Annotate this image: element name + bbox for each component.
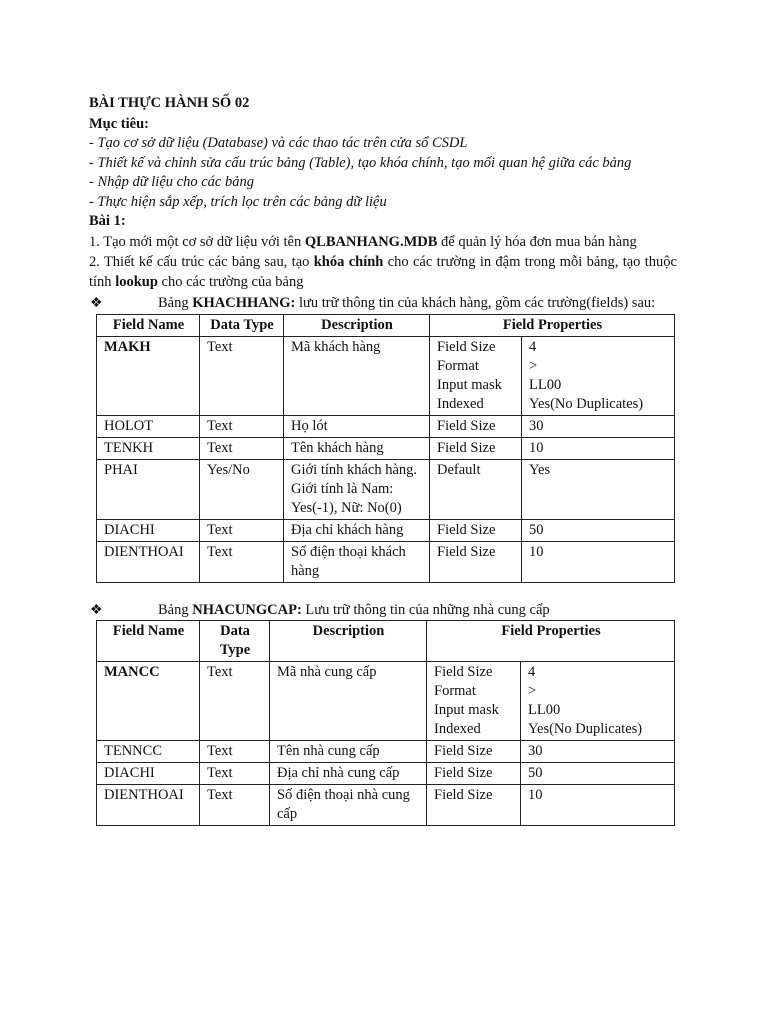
property-name-cell: Default (430, 459, 522, 519)
description-cell: Số điện thoại khách hàng (284, 541, 430, 582)
property-name-cell: Field Size (430, 541, 522, 582)
data-type-cell: Text (200, 336, 284, 415)
field-name-cell: DIENTHOAI (97, 785, 200, 826)
table-row (97, 763, 675, 785)
data-type-cell: Text (200, 741, 270, 763)
property-value-cell: 4 > LL00 Yes(No Duplicates) (521, 662, 675, 741)
description-cell: Địa chỉ nhà cung cấp (270, 763, 427, 785)
table-row (97, 459, 675, 519)
field-name-cell: MANCC (97, 662, 200, 741)
header-field-properties: Field Properties (430, 314, 675, 336)
table-row (97, 336, 675, 415)
table-row (97, 415, 675, 437)
property-name-cell: Field Size (430, 519, 522, 541)
field-name-cell: DIACHI (97, 763, 200, 785)
property-name-cell: Field Size (430, 437, 522, 459)
table2-intro: ❖ Bảng NHACUNGCAP: Lưu trữ thông tin của những nhà cung cấp (89, 601, 677, 621)
property-value-cell: 30 (521, 741, 675, 763)
description-cell: Tên nhà cung cấp (270, 741, 427, 763)
table-row (97, 437, 675, 459)
objective-item: - Tạo cơ sở dữ liệu (Database) và các thao tác trên cửa sổ CSDL (89, 135, 468, 151)
description-cell: Mã khách hàng (284, 336, 430, 415)
property-value-cell: 10 (522, 541, 675, 582)
field-name-cell: DIACHI (97, 519, 200, 541)
field-name-cell: TENNCC (97, 741, 200, 763)
description-cell: Số điện thoại nhà cung cấp (270, 785, 427, 826)
property-name-cell: Field Size (427, 785, 521, 826)
step-2: 2. Thiết kế cấu trúc các bảng sau, tạo khóa chính cho các trường in đậm trong mỗi bảng, tạo thuộc tính lookup cho các trường của bảng (89, 254, 677, 290)
header-description: Description (270, 621, 427, 662)
objective-item: - Nhập dữ liệu cho các bảng (89, 174, 254, 190)
data-type-cell: Text (200, 437, 284, 459)
description-cell: Giới tính khách hàng. Giới tính là Nam: Yes(-1), Nữ: No(0) (284, 459, 430, 519)
khachhang-table (96, 314, 675, 583)
diamond-bullet-icon: ❖ (90, 602, 103, 618)
objective-item: - Thiết kế và chỉnh sửa cấu trúc bảng (Table), tạo khóa chính, tạo mối quan hệ giữa các bảng (89, 154, 632, 171)
property-name-cell: Field Size (430, 415, 522, 437)
property-value-cell: 50 (522, 519, 675, 541)
header-field-properties: Field Properties (427, 621, 675, 662)
property-name-cell: Field Size (427, 763, 521, 785)
header-field-name: Field Name (97, 314, 200, 336)
field-name-cell: HOLOT (97, 415, 200, 437)
property-value-cell: 10 (521, 785, 675, 826)
objective-item: - Thực hiện sắp xếp, trích lọc trên các bảng dữ liệu (89, 193, 387, 210)
header-field-name: Field Name (97, 621, 200, 662)
property-value-cell: 4 > LL00 Yes(No Duplicates) (522, 336, 675, 415)
header-description: Description (284, 314, 430, 336)
table-row (97, 519, 675, 541)
page-title: BÀI THỰC HÀNH SỐ 02 (89, 95, 250, 111)
diamond-bullet-icon: ❖ (90, 296, 103, 311)
nhacungcap-table (96, 620, 675, 826)
description-cell: Địa chỉ khách hàng (284, 519, 430, 541)
document-page (89, 94, 677, 826)
step-1: 1. Tạo mới một cơ sở dữ liệu với tên QLBANHANG.MDB để quản lý hóa đơn mua bán hàng (89, 233, 637, 250)
header-data-type: Data Type (200, 314, 284, 336)
table-row (97, 541, 675, 582)
exercise-label: Bài 1: (89, 213, 126, 229)
description-cell: Họ lót (284, 415, 430, 437)
data-type-cell: Text (200, 785, 270, 826)
table-row (97, 662, 675, 741)
data-type-cell: Text (200, 519, 284, 541)
property-value-cell: 10 (522, 437, 675, 459)
data-type-cell: Text (200, 763, 270, 785)
data-type-cell: Yes/No (200, 459, 284, 519)
description-cell: Mã nhà cung cấp (270, 662, 427, 741)
field-name-cell: PHAI (97, 459, 200, 519)
objectives-label: Mục tiêu: (89, 115, 149, 132)
table-header-row (97, 621, 675, 662)
data-type-cell: Text (200, 541, 284, 582)
table1-intro: ❖ Bảng KHACHHANG: lưu trữ thông tin của khách hàng, gồm các trường(fields) sau: (89, 294, 677, 314)
header-data-type: Data Type (200, 621, 270, 662)
field-name-cell: DIENTHOAI (97, 541, 200, 582)
property-name-cell: Field Size (427, 741, 521, 763)
data-type-cell: Text (200, 662, 270, 741)
property-value-cell: Yes (522, 459, 675, 519)
property-value-cell: 30 (522, 415, 675, 437)
data-type-cell: Text (200, 415, 284, 437)
table-header-row (97, 314, 675, 336)
property-name-cell: Field Size Format Input mask Indexed (430, 336, 522, 415)
property-name-cell: Field Size Format Input mask Indexed (427, 662, 521, 741)
table-row (97, 785, 675, 826)
field-name-cell: MAKH (97, 336, 200, 415)
table-row (97, 741, 675, 763)
field-name-cell: TENKH (97, 437, 200, 459)
description-cell: Tên khách hàng (284, 437, 430, 459)
property-value-cell: 50 (521, 763, 675, 785)
